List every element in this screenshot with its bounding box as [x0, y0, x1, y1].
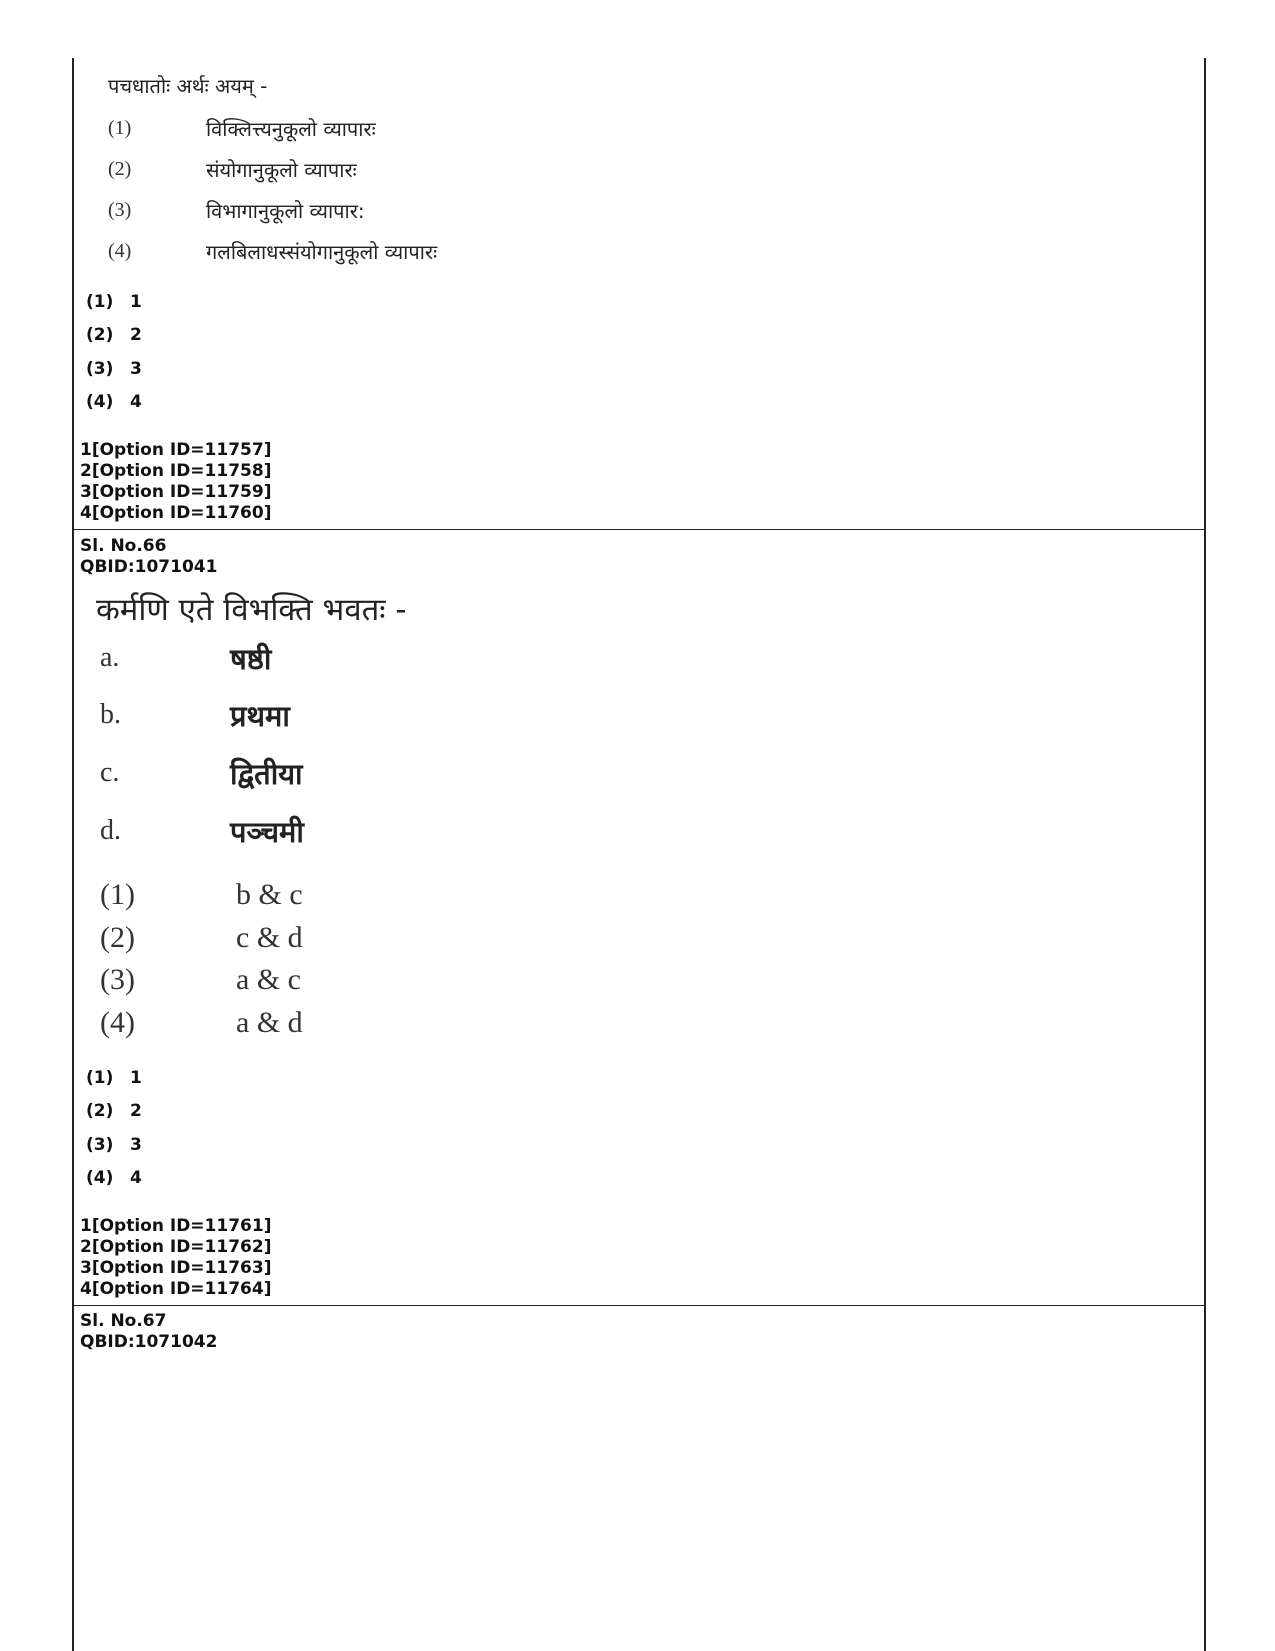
page-frame	[72, 58, 1206, 1651]
question-stem: कर्मणि एते विभक्ति भवतः -	[96, 592, 407, 628]
option-id: 2[Option ID=11758]	[80, 461, 272, 481]
statement-3	[108, 190, 365, 230]
statement-4	[108, 231, 437, 271]
answer-choice-4: (4) a & d	[100, 1005, 303, 1039]
statement-text: गलबिलाधस्संयोगानुकूलो व्यापारः	[206, 239, 438, 264]
statement-letter: d.	[100, 815, 121, 846]
option-id: 4[Option ID=11760]	[80, 503, 272, 523]
serial-number: Sl. No.66	[80, 536, 167, 556]
statement-number: (2)	[108, 157, 132, 180]
option-list	[86, 1061, 142, 1195]
option-id: 1[Option ID=11757]	[80, 440, 272, 460]
answer-choice-list	[100, 874, 303, 1044]
qbid: QBID:1071042	[80, 1332, 218, 1352]
statement-text: विक्लित्त्यनुकूलो व्यापारः	[206, 116, 376, 141]
option-2[interactable]: (2) 2	[86, 325, 142, 346]
serial-number: Sl. No.67	[80, 1311, 167, 1331]
qbid: QBID:1071041	[80, 557, 218, 577]
statement-letter: a.	[100, 642, 120, 673]
statement-c	[100, 744, 303, 802]
statement-b	[100, 686, 290, 744]
answer-choice-2: (2) c & d	[100, 920, 303, 954]
statement-text: द्वितीया	[230, 756, 303, 791]
statement-text: षष्ठी	[230, 641, 272, 676]
section-divider	[74, 529, 1204, 530]
statement-letter: c.	[100, 757, 120, 788]
option-1[interactable]: (1) 1	[86, 291, 142, 312]
answer-choice-1: (1) b & c	[100, 878, 303, 912]
option-id: 1[Option ID=11761]	[80, 1216, 272, 1236]
option-2[interactable]: (2) 2	[86, 1101, 142, 1122]
statement-d	[100, 802, 304, 860]
option-1[interactable]: (1) 1	[86, 1067, 142, 1088]
option-id: 3[Option ID=11763]	[80, 1258, 272, 1278]
answer-choice-3: (3) a & c	[100, 963, 301, 997]
statement-text: संयोगानुकूलो व्यापारः	[206, 157, 357, 182]
option-3[interactable]: (3) 3	[86, 358, 142, 379]
section-divider	[74, 1305, 1204, 1306]
option-list	[86, 285, 142, 419]
option-id-list	[80, 440, 271, 524]
statement-a	[100, 629, 271, 687]
option-3[interactable]: (3) 3	[86, 1134, 142, 1155]
statement-text: प्रथमा	[230, 698, 290, 733]
question-stem: पचधातोः अर्थः अयम् -	[108, 74, 268, 98]
question-header	[80, 536, 217, 578]
option-id: 2[Option ID=11762]	[80, 1237, 272, 1257]
statement-number: (1)	[108, 116, 132, 139]
option-4[interactable]: (4) 4	[86, 392, 142, 413]
statement-number: (4)	[108, 239, 132, 262]
statement-2	[108, 149, 357, 189]
statement-letter: b.	[100, 699, 121, 730]
statement-number: (3)	[108, 198, 132, 221]
statement-1	[108, 108, 376, 148]
option-id-list	[80, 1216, 271, 1300]
option-4[interactable]: (4) 4	[86, 1168, 142, 1189]
option-id: 3[Option ID=11759]	[80, 482, 272, 502]
question-header	[80, 1311, 217, 1353]
option-id: 4[Option ID=11764]	[80, 1279, 272, 1299]
statement-text: पञ्चमी	[230, 814, 304, 849]
statement-text: विभागानुकूलो व्यापार:	[206, 198, 365, 223]
